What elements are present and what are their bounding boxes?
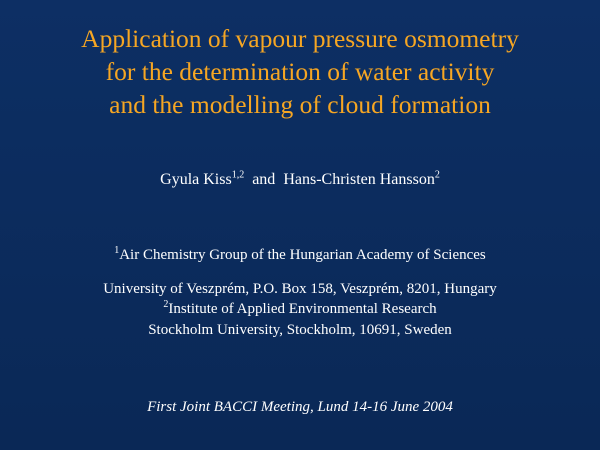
affiliation-2-line-2: Stockholm University, Stockholm, 10691, Sweden	[148, 322, 452, 338]
author-conjunction: and	[252, 171, 276, 188]
authors	[0, 170, 600, 190]
title-line-3: and the modelling of cloud formation	[109, 90, 491, 119]
affiliation-1-line-2: University of Veszprém, P.O. Box 158, Veszprém, 8201, Hungary	[103, 281, 497, 297]
author-1-name: Gyula Kiss	[160, 171, 232, 188]
affiliation-1-line-1	[0, 246, 600, 265]
affiliation-2-line-1	[0, 300, 600, 319]
affiliation-1-marker: 1	[114, 245, 120, 256]
author-2-name: Hans-Christen Hansson	[283, 171, 435, 188]
affiliation-2-marker: 2	[163, 299, 169, 310]
meeting-info: First Joint BACCI Meeting, Lund 14-16 June 2004	[147, 399, 453, 415]
author-1-affiliation-marker: 1,2	[231, 169, 245, 181]
affiliation-1-name: Air Chemistry Group of the Hungarian Academy of Sciences	[119, 247, 486, 263]
slide-title	[0, 22, 600, 121]
author-2-affiliation-marker: 2	[434, 169, 440, 181]
title-line-1: Application of vapour pressure osmometry	[81, 24, 519, 53]
title-line-2: for the determination of water activity	[105, 57, 495, 86]
affiliation-2-name: Institute of Applied Environmental Research	[168, 301, 437, 317]
